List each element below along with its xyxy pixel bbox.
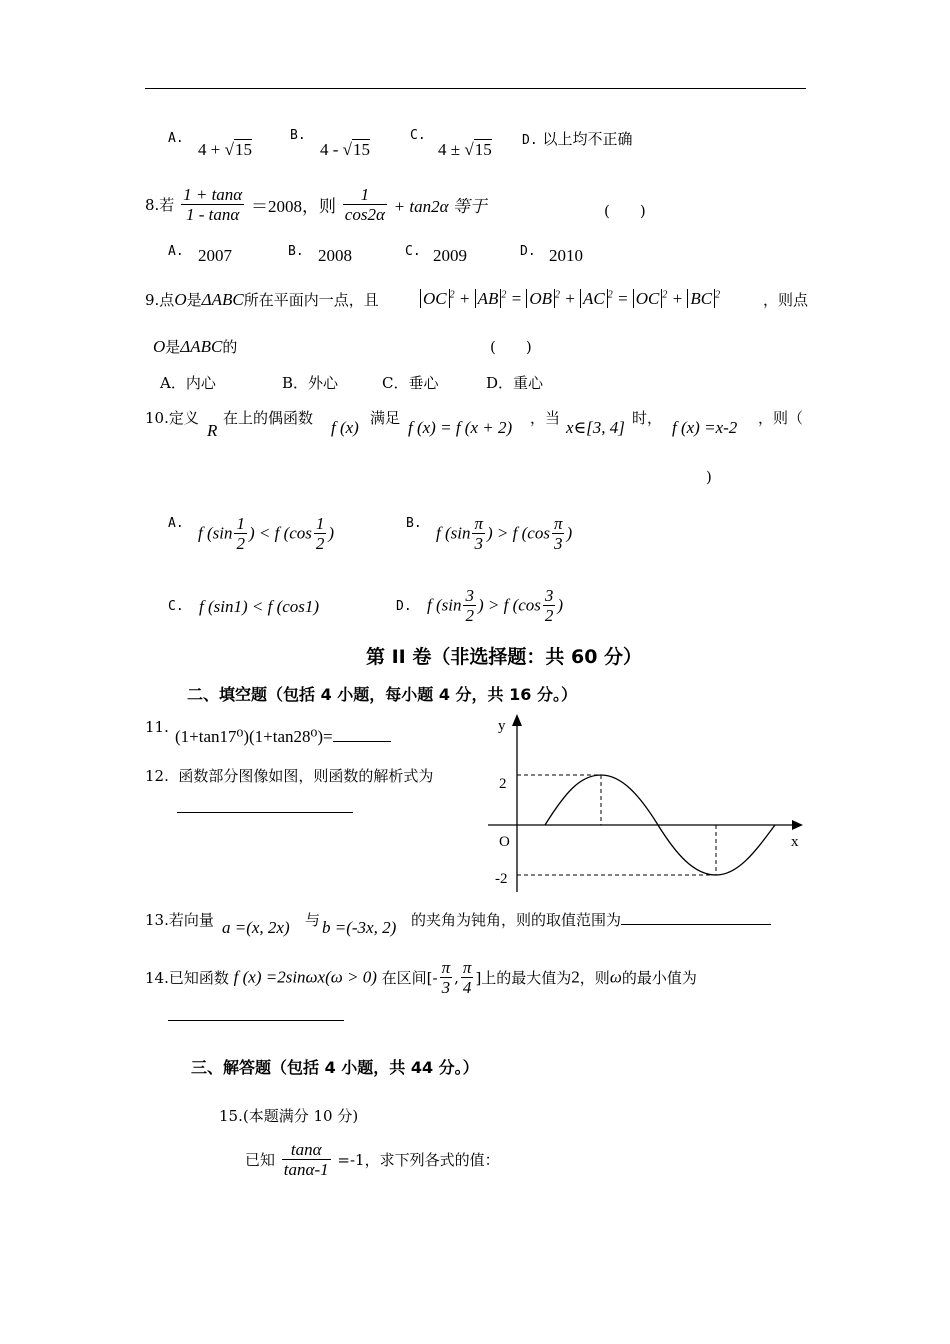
q7-option-b-value: 4 - √15	[320, 140, 371, 159]
q7-option-c-value: 4 ± √15	[438, 140, 492, 159]
q8-option-a: 2007	[198, 246, 232, 265]
q8-fraction-1: $\frac{1 + \tan\alpha}{1 - \tan\alpha}$	[183, 185, 243, 224]
q11-expression: (1+tan17⁰)(1+tan28⁰)=	[175, 727, 391, 747]
q8-option-b: 2008	[318, 246, 352, 265]
q9-option-a: A．内心	[160, 374, 216, 392]
q8-option-a-label: A.	[168, 244, 184, 259]
q7-option-a-value: 4 + √15	[198, 140, 252, 159]
q13-vector-a: a =(x, 2x)	[222, 918, 290, 937]
q8-answer-paren: ( )	[604, 202, 646, 220]
q9-option-c: C．垂心	[382, 374, 439, 392]
q8-option-d: 2010	[549, 246, 583, 265]
q15-title: 15.(本题满分 10 分)	[219, 1107, 359, 1125]
q10-option-a-label: A.	[168, 516, 184, 531]
y-axis-arrow	[512, 714, 522, 726]
x-axis-label: x	[791, 834, 799, 850]
q13-prefix: 13.若向量	[145, 911, 214, 929]
q12-stem: 12. 函数部分图像如图，则函数的解析式为	[145, 767, 434, 785]
q10-option-b-label: B.	[406, 516, 422, 531]
q9-stem: 9.点O是ΔABC所在平面内一点，且	[145, 290, 379, 309]
q10-option-a: f (sin $\frac{1}{2}$ ) < f (cos $\frac{1}{2}$ )	[198, 514, 335, 553]
q9-answer-paren: ( )	[490, 338, 532, 356]
q15-given: 已知 $\frac{\tan\alpha}{\tan\alpha-1}$ =-1，求下列各式的值：	[245, 1140, 500, 1179]
q13-suffix: 的夹角为钝角，则的取值范围为	[411, 909, 771, 930]
x-axis-arrow	[792, 820, 803, 830]
q15-fraction: $\frac{\tan\alpha}{\tan\alpha-1}$	[283, 1140, 329, 1179]
q9-stem-line2: O是ΔABC的	[153, 337, 238, 356]
q7-option-a	[168, 128, 184, 146]
q10-option-c-label: C.	[168, 599, 184, 614]
q10-fx: f (x)	[331, 418, 359, 437]
q9-option-d: D．重心	[486, 374, 544, 392]
y-min-label: -2	[495, 871, 508, 887]
q10-text2: 满足	[370, 409, 401, 427]
q7-option-c: C.	[410, 128, 426, 143]
q11-num: 11.	[145, 718, 169, 736]
q8-option-d-label: D.	[520, 244, 536, 259]
part-2-title: 二、填空题（包括 4 小题，每小题 4 分，共 16 分。）	[187, 685, 577, 704]
q10-text5: ，则（	[758, 409, 804, 427]
q13-and: 与	[305, 911, 321, 929]
option-label: A.	[168, 131, 184, 146]
y-max-label: 2	[499, 776, 507, 792]
q7-option-d: D. 以上均不正确	[522, 130, 633, 148]
q8-option-b-label: B.	[288, 244, 304, 259]
q10-text4: 时，	[632, 409, 663, 427]
q10-option-d-label: D.	[396, 599, 412, 614]
q10-equation-2: f (x) =x-2	[672, 418, 738, 437]
q8-option-c: 2009	[433, 246, 467, 265]
sine-graph	[470, 706, 815, 896]
q10-option-c: f (sin1) < f (cos1)	[199, 597, 320, 616]
part-3-title: 三、解答题（包括 4 小题，共 44 分。）	[191, 1058, 479, 1077]
q14-answer-blank[interactable]	[168, 1020, 344, 1021]
q10-prefix: 10.定义	[145, 409, 199, 427]
q12-answer-blank[interactable]	[177, 812, 353, 813]
q10-text3: ，当	[530, 409, 561, 427]
q10-R: R	[207, 421, 218, 440]
q10-option-b: f (sin $\frac{\pi}{3}$ ) > f (cos $\frac{\pi}{3}$ )	[436, 514, 573, 553]
q9-suffix: ，则点	[763, 291, 809, 309]
q7-option-b: B.	[290, 128, 306, 143]
y-axis-label: y	[498, 718, 506, 734]
q10-option-d: f (sin $\frac{3}{2}$ ) > f (cos $\frac{3}{2}$ )	[427, 586, 564, 625]
origin-label: O	[499, 834, 510, 850]
q8-option-c-label: C.	[405, 244, 421, 259]
top-rule	[145, 88, 806, 89]
q10-text1: 在上的偶函数	[223, 409, 314, 427]
q8-stem: 8.若 $\frac{1 + \tan\alpha}{1 - \tan\alpha}$ ＝2008，则 $\frac{1}{\cos 2\alpha}$ + tan2α 等于	[145, 185, 487, 224]
q11-answer-blank[interactable]	[333, 741, 391, 742]
q10-equation: f (x) = f (x + 2)	[408, 418, 513, 437]
q10-domain: x∈[3, 4]	[566, 418, 625, 437]
q9-option-b: B．外心	[282, 374, 339, 392]
q9-vector-equation: OC $^2$ + AB $^2$ = OB $^2$ + AC $^2$ = OC $^2$ + BC $^2$	[420, 289, 720, 309]
q13-vector-b: b =(-3x, 2)	[322, 918, 397, 937]
q13-answer-blank[interactable]	[621, 924, 771, 925]
q8-fraction-2: $\frac{1}{\cos 2\alpha}$	[344, 185, 385, 224]
q14-stem: 14.已知函数 f (x) =2sinωx(ω > 0) 在区间[- $\frac{\pi}{3}$ , $\frac{\pi}{4}$ ]上的最大值为2，则ω的最小值为	[145, 958, 697, 997]
q10-close-paren: )	[706, 468, 712, 486]
section-2-title: 第 II 卷（非选择题：共 60 分）	[366, 646, 643, 668]
